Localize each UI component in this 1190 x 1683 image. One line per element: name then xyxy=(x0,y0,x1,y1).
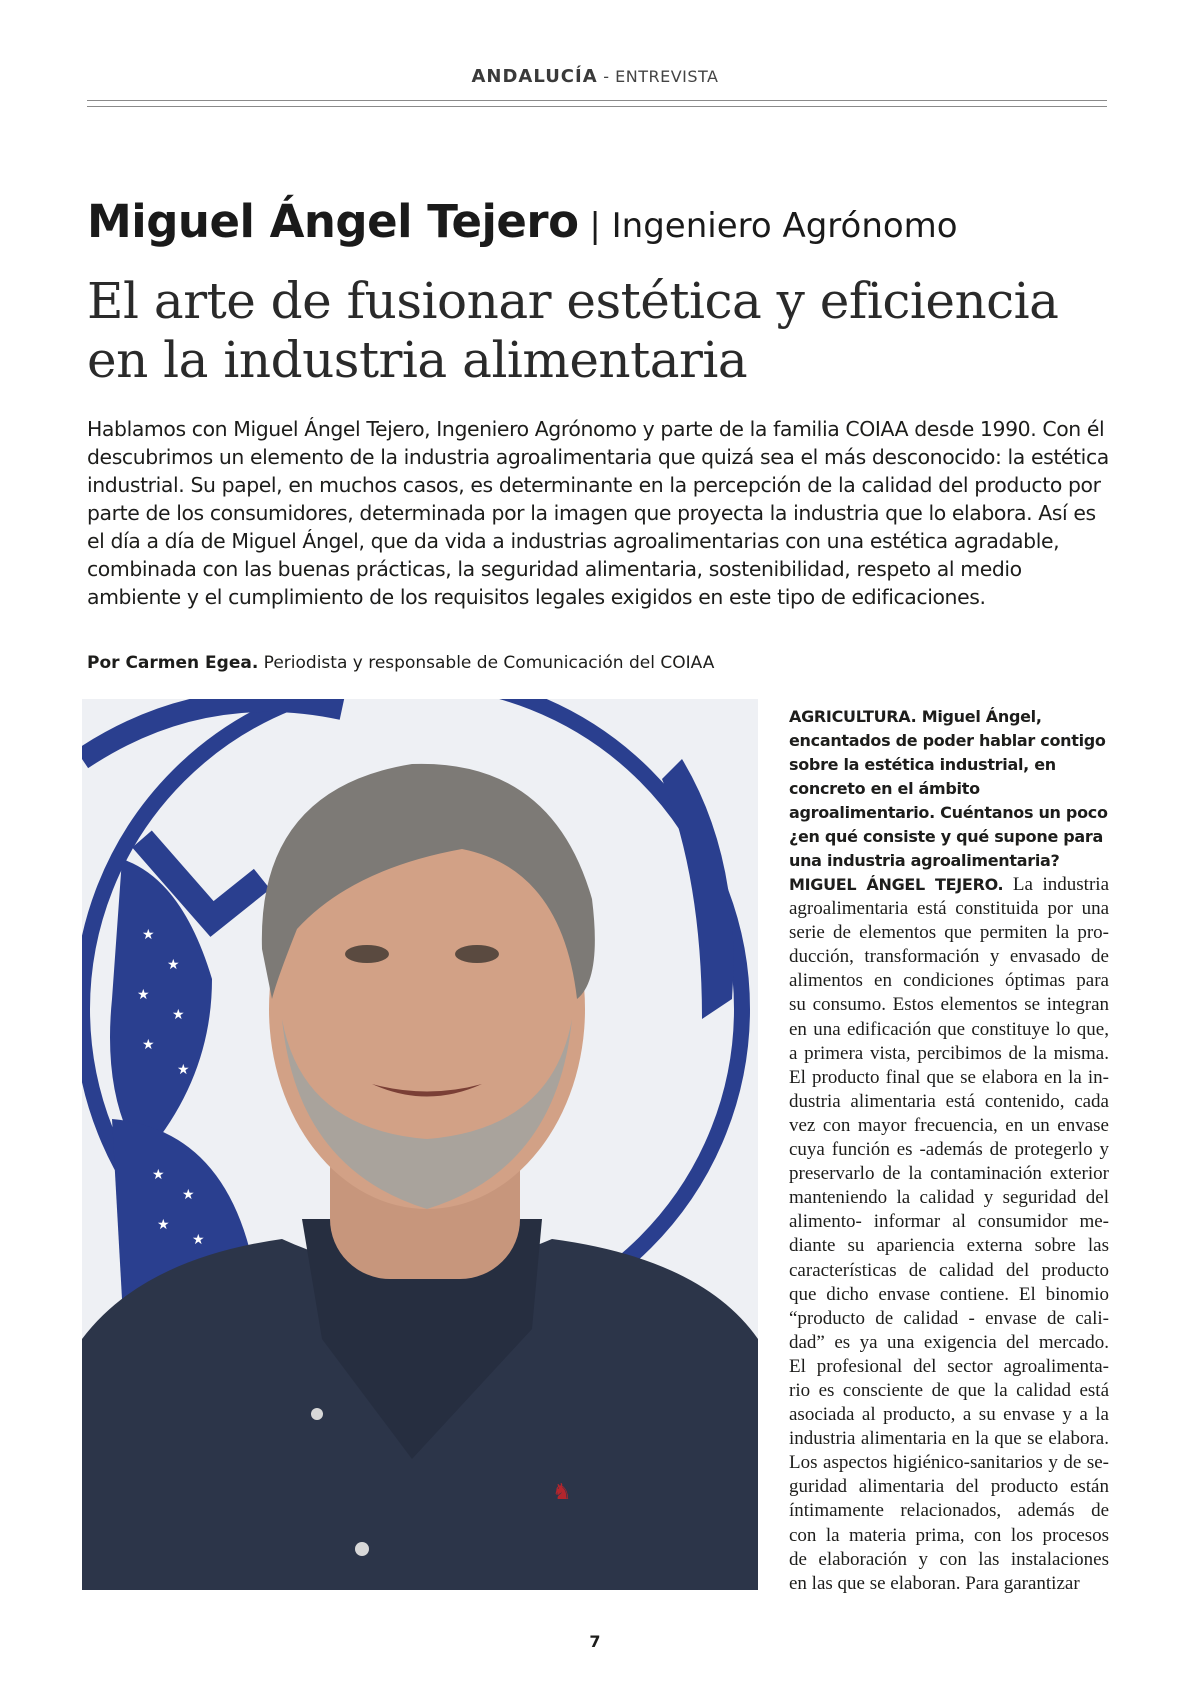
interviewee-photo xyxy=(82,699,758,1590)
answer-line: El producto final que se elabora en la in- xyxy=(789,1066,1109,1088)
interview-question: AGRICULTURA. Miguel Ángel, encantados de poder hablar contigo sobre la estética industrial, en concreto en el ámbito agroalimentario. Cuéntanos un poco ¿en qué consiste y qué supone para una industria agroalimentaria? xyxy=(789,707,1108,870)
answer-line: diante su apariencia externa sobre las xyxy=(789,1235,1109,1257)
headline-line-2: en la industria alimentaria xyxy=(87,331,748,389)
answer-line: alimento- informar al consumidor me- xyxy=(789,1211,1109,1233)
svg-text:★: ★ xyxy=(142,1037,155,1053)
svg-text:★: ★ xyxy=(182,1187,195,1203)
answer-line: MIGUEL ÁNGEL TEJERO. La industria xyxy=(789,874,1109,895)
svg-text:★: ★ xyxy=(172,1007,185,1023)
answer-line: El profesional del sector agroalimenta- xyxy=(789,1355,1109,1377)
answer-line: dustria alimentaria está contenido, cada xyxy=(789,1090,1109,1112)
answer-line: manteniendo la calidad y seguridad del xyxy=(789,1187,1109,1209)
byline-author: Por Carmen Egea. xyxy=(87,653,259,673)
answer-line: agroalimentaria está constituida por una xyxy=(789,898,1109,920)
answer-line: íntimamente relacionados, además de xyxy=(789,1500,1109,1522)
interviewee-role: Ingeniero Agrónomo xyxy=(611,206,958,246)
answer-line: con la materia prima, con los procesos xyxy=(789,1524,1109,1546)
answer-line: vez con mayor frecuencia, en un envase xyxy=(789,1114,1109,1136)
svg-text:★: ★ xyxy=(192,1232,205,1248)
running-header xyxy=(0,66,1190,87)
answer-line: en una edificación que constituye lo que, xyxy=(789,1018,1109,1040)
article-title xyxy=(87,195,958,248)
answer-line: de elaboración y con las instalaciones xyxy=(789,1548,1109,1570)
header-separator: - xyxy=(597,67,616,86)
page-number: 7 xyxy=(589,1632,601,1651)
lead-paragraph: Hablamos con Miguel Ángel Tejero, Ingeniero Agrónomo y parte de la familia COIAA desde 1990. Con él descubrimos un elemento de la industria agroalimentaria que quizá sea el más desconocido: la estética industrial. Su papel, en muchos casos, es determinante en la percepción de la calidad del producto por parte de los consumidores, determinada por la imagen que proyecta la industria que lo elabora. Así es el día a día de Miguel Ángel, que da vida a industrias agroalimentarias con una estética agradable, combinada con las buenas prácticas, la seguridad alimentaria, sostenibilidad, respeto al medio ambiente y el cumplimiento de los requisitos legales exigidos en este tipo de edificaciones. xyxy=(87,417,1109,609)
svg-text:★: ★ xyxy=(177,1062,190,1078)
answer-line: ducción, transformación y envasado de xyxy=(789,946,1109,968)
answer-line: cuya función es -además de protegerlo y xyxy=(789,1139,1109,1161)
headline-line-1: El arte de fusionar estética y eficiencia xyxy=(87,272,1059,330)
svg-text:★: ★ xyxy=(157,1217,170,1233)
svg-text:★: ★ xyxy=(152,1167,165,1183)
svg-text:♞: ♞ xyxy=(552,1480,572,1505)
svg-text:★: ★ xyxy=(167,957,180,973)
interview-answer xyxy=(789,873,1109,1596)
byline-role: Periodista y responsable de Comunicación del COIAA xyxy=(258,653,715,673)
title-divider: | xyxy=(578,206,612,246)
svg-text:★: ★ xyxy=(142,927,155,943)
answer-line: Los aspectos higiénico-sanitarios y de se- xyxy=(789,1452,1109,1474)
answer-line: características de calidad del producto xyxy=(789,1259,1109,1281)
answer-line: asociada al producto, a su envase y a la xyxy=(789,1404,1109,1426)
answer-line: guridad alimentaria del producto están xyxy=(789,1476,1109,1498)
answer-line: en las que se elaboran. Para garantizar xyxy=(789,1572,1080,1594)
subsection-label: ENTREVISTA xyxy=(615,67,719,86)
answer-line: dad” es ya una exigencia del mercado. xyxy=(789,1331,1109,1353)
answer-line: a primera vista, percibimos de la misma. xyxy=(789,1042,1109,1064)
answer-line: industria alimentaria en la que se elabora. xyxy=(789,1428,1109,1450)
answer-speaker: MIGUEL ÁNGEL TEJERO. xyxy=(789,875,1004,894)
header-rule-bottom xyxy=(87,106,1107,107)
answer-line: rio es consciente de que la calidad está xyxy=(789,1379,1109,1401)
header-rule-top xyxy=(87,100,1107,101)
section-label: ANDALUCÍA xyxy=(471,66,598,87)
interviewee-name: Miguel Ángel Tejero xyxy=(87,195,579,248)
answer-line: serie de elementos que permiten la pro- xyxy=(789,922,1109,944)
answer-line: preservarlo de la contaminación exterior xyxy=(789,1163,1109,1185)
headline xyxy=(87,272,1107,390)
byline xyxy=(87,653,1087,673)
answer-line: “producto de calidad - envase de cali- xyxy=(789,1307,1109,1329)
answer-line: alimentos en condiciones óptimas para xyxy=(789,970,1109,992)
answer-line: su consumo. Estos elementos se integran xyxy=(789,994,1109,1016)
answer-line: que dicho envase contiene. El binomio xyxy=(789,1283,1109,1305)
svg-text:★: ★ xyxy=(137,987,150,1003)
